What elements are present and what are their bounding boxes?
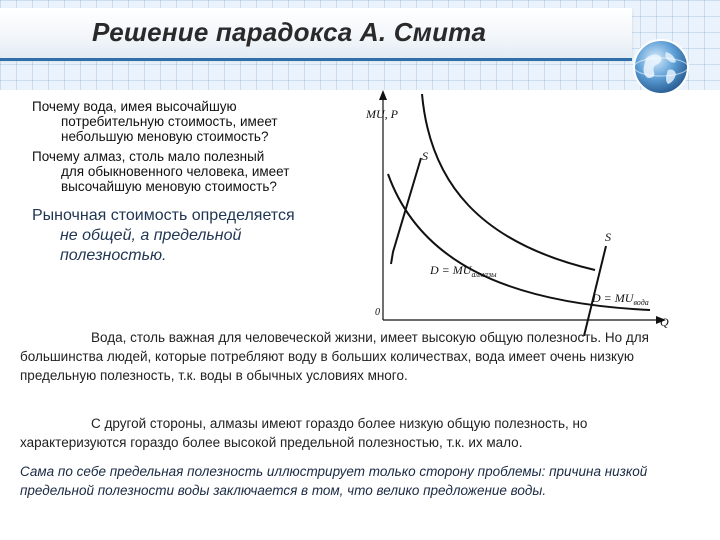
y-axis-arrow (379, 90, 387, 100)
paragraph-water: Вода, столь важная для человеческой жизни, имеет высокую общую полезность. Но для большинства людей, которые потребляют воду в больших количествах, вода имеет очень низкую предельную полезность, т.к. воды в обычных условиях много. (20, 330, 649, 383)
paragraph-conclusion: Сама по себе предельная полезность иллюстрирует только сторону проблемы: причина низкой предельной полезности воды заключается в том, что велико предложение воды. (20, 464, 648, 498)
market-value-statement (32, 206, 352, 266)
statement-line: полезностью. (60, 247, 167, 264)
question-line: Почему алмаз, столь мало полезный (32, 149, 265, 164)
question-water (32, 99, 362, 144)
question-line: Почему вода, имея высочайшую (32, 99, 237, 114)
diamond-supply-curve (391, 158, 421, 264)
x-axis-label: Q (660, 315, 669, 329)
diamond-supply-label: S (422, 149, 428, 163)
paragraph-diamonds: С другой стороны, алмазы имеют гораздо более низкую общую полезность, но характеризуются гораздо более высокой предельной полезностью, т.к. их мало. (20, 416, 588, 450)
question-line: для обыкновенного человека, имеет (61, 164, 290, 179)
question-line: высочайшую меновую стоимость? (61, 179, 277, 194)
question-line: небольшую меновую стоимость? (61, 129, 269, 144)
y-axis-label: MU, P (366, 107, 398, 121)
question-diamond (32, 149, 362, 194)
water-demand-label: $D = MU_{вода}$ (592, 291, 649, 307)
origin-label: 0 (375, 307, 380, 318)
statement-line: Рыночная стоимость определяется (32, 207, 295, 224)
diamond-demand-label: $D = MU_{алмазы}$ (430, 263, 497, 279)
water-supply-label: S (605, 230, 611, 244)
diamond-demand-curve (422, 94, 595, 270)
title-accent-line (0, 58, 632, 61)
question-line: потребительную стоимость, имеет (61, 114, 278, 129)
statement-line: не общей, а предельной (60, 227, 242, 244)
page-title: Решение парадокса А. Смита (92, 17, 487, 47)
utility-graph (360, 88, 690, 336)
